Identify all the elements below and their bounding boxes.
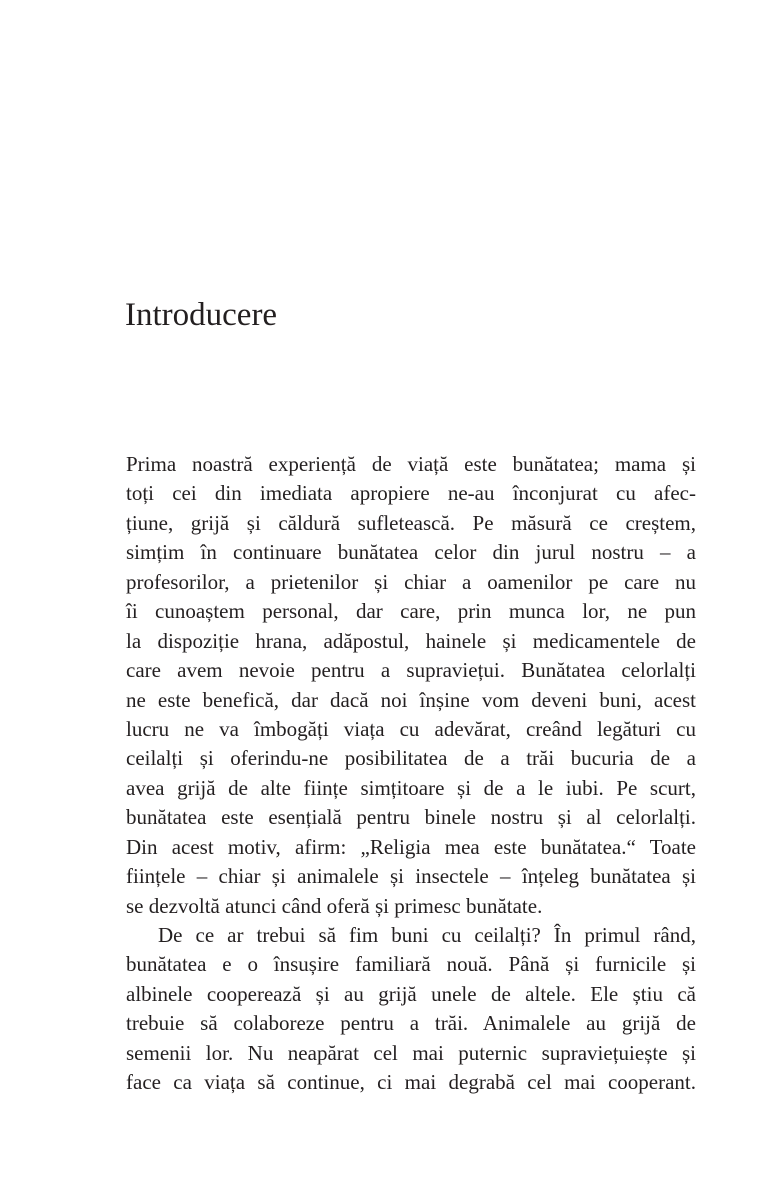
text-line: albinele cooperează și au grijă unele de altele. Ele știu că (126, 981, 696, 1006)
text-line: De ce ar trebui să fim buni cu ceilalți? În primul rând, (158, 923, 696, 947)
text-line: bunătatea este esențială pentru binele nostru și al celorlalți. (126, 805, 696, 830)
text-line: profesorilor, a prietenilor și chiar a oamenilor pe care nu (126, 569, 696, 594)
text-line: Prima noastră experiență de viață este bunătatea; mama și (126, 452, 696, 476)
paragraph-1 (126, 450, 696, 921)
text-line: îi cunoaștem personal, dar care, prin munca lor, ne pun (126, 599, 696, 624)
text-line: bunătatea e o însușire familiară nouă. Până și furnicile și (126, 952, 696, 977)
text-line: ne este benefică, dar dacă noi înșine vom deveni buni, acest (126, 687, 696, 712)
text-line: țiune, grijă și căldură sufletească. Pe măsură ce creștem, (126, 510, 696, 535)
text-line: lucru ne va îmbogăți viața cu adevărat, creând legături cu (126, 716, 696, 741)
paragraph-2 (126, 921, 696, 1098)
chapter-title: Introducere (125, 297, 278, 333)
text-line: simțim în continuare bunătatea celor din jurul nostru – a (126, 540, 696, 565)
chapter-body (126, 450, 696, 1098)
text-line: care avem nevoie pentru a supraviețui. Bunătatea celorlalți (126, 658, 696, 683)
text-line: Din acest motiv, afirm: „Religia mea este bunătatea.“ Toate (126, 834, 696, 859)
text-line: toți cei din imediata apropiere ne-au înconjurat cu afec- (126, 481, 696, 506)
text-line: se dezvoltă atunci când oferă și primesc bunătate. (126, 893, 543, 918)
text-line: trebuie să colaboreze pentru a trăi. Animalele au grijă de (126, 1011, 696, 1036)
text-line: ceilalți și oferindu-ne posibilitatea de a trăi bucuria de a (126, 746, 696, 771)
text-line: face ca viața să continue, ci mai degrabă cel mai cooperant. (126, 1070, 696, 1095)
text-line: la dispoziție hrana, adăpostul, hainele și medicamentele de (126, 628, 696, 653)
text-line: ființele – chiar și animalele și insectele – înțeleg bunătatea și (126, 864, 696, 889)
text-line: semenii lor. Nu neapărat cel mai puternic supraviețuiește și (126, 1040, 696, 1065)
text-line: avea grijă de alte ființe simțitoare și de a le iubi. Pe scurt, (126, 775, 696, 800)
